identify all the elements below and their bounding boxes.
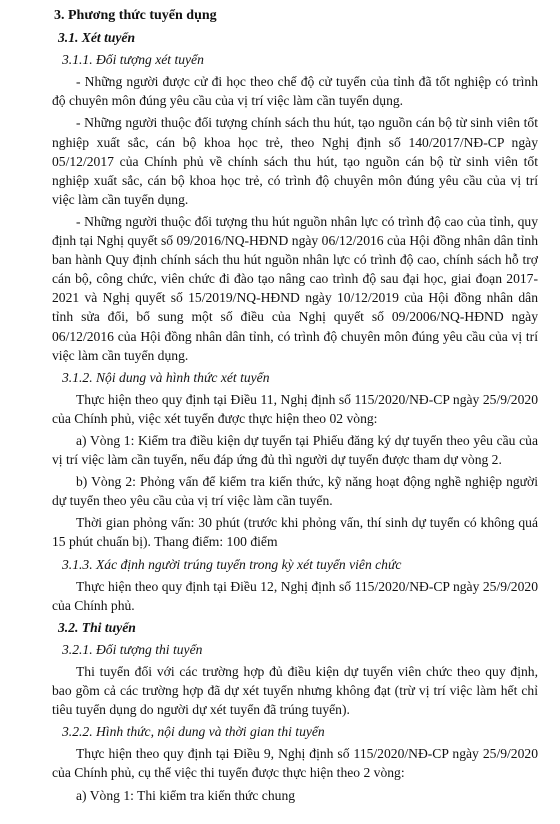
heading-3-1-2: 3.1.2. Nội dung và hình thức xét tuyển (62, 369, 270, 385)
paragraph-6: b) Vòng 2: Phỏng vấn để kiểm tra kiến thức, kỹ năng hoạt động nghề nghiệp người dự tuyển theo yêu cầu của vị trí việc làm cần tuyển. (52, 474, 538, 509)
heading-3-2: 3.2. Thi tuyển (58, 619, 136, 635)
paragraph-3: - Những người thuộc đối tượng thu hút nguồn nhân lực có trình độ cao của tỉnh, quy định tại Nghị quyết số 09/2016/NQ-HĐND ngày 06/12/2016 của Hội đồng nhân dân tỉnh ban hành Quy định chính sách thu hút nguồn nhân lực có trình độ cao, chính sách hỗ trợ cán bộ, công chức, viên chức đi đào tạo nâng cao trình độ sau đại học, giai đoạn 2017-2021 và Nghị quyết số 15/2019/NQ-HĐND ngày 10/12/2019 của Hội đồng nhân dân tỉnh sửa đổi, bổ sung một số điều của Nghị quyết số 09/2006/NQ-HĐND ngày 06/12/2016 của Hội đồng nhân dân tỉnh, có trình độ chuyên môn đúng yêu cầu của vị trí việc làm cần tuyển dụng. (52, 213, 538, 363)
paragraph-4: Thực hiện theo quy định tại Điều 11, Nghị định số 115/2020/NĐ-CP ngày 25/9/2020 của Chính phủ, việc xét tuyển được thực hiện theo 02 vòng: (52, 391, 538, 426)
heading-3-1: 3.1. Xét tuyển (58, 30, 136, 46)
paragraph-11: a) Vòng 1: Thi kiểm tra kiến thức chung (76, 787, 296, 803)
paragraph-5: a) Vòng 1: Kiểm tra điều kiện dự tuyển tại Phiếu đăng ký dự tuyển theo yêu cầu của vị trí việc làm cần tuyển, nếu đáp ứng đủ thì người dự tuyển được tham dự vòng 2. (52, 432, 538, 468)
heading-3-2-1: 3.2.1. Đối tượng thi tuyển (62, 641, 203, 657)
heading-3-1-3: 3.1.3. Xác định người trúng tuyển trong kỳ xét tuyển viên chức (62, 556, 402, 572)
heading-3-2-2: 3.2.2. Hình thức, nội dung và thời gian thi tuyển (62, 724, 325, 740)
paragraph-7: Thời gian phỏng vấn: 30 phút (trước khi phỏng vấn, thí sinh dự tuyển có không quá 15 phút chuẩn bị). Thang điểm: 100 điểm (52, 515, 538, 550)
heading-3-1-1: 3.1.1. Đối tượng xét tuyển (62, 52, 204, 68)
paragraph-2: - Những người thuộc đối tượng chính sách thu hút, tạo nguồn cán bộ từ sinh viên tốt nghiệp xuất sắc, cán bộ khoa học trẻ, theo Nghị định số 140/2017/NĐ-CP ngày 05/12/2017 của Chính phủ về chính sách thu hút, tạo nguồn cán bộ từ sinh viên tốt nghiệp xuất sắc, cán bộ khoa học trẻ, có trình độ chuyên môn đúng yêu cầu của vị trí việc làm cần tuyển dụng. (52, 115, 538, 207)
paragraph-10: Thực hiện theo quy định tại Điều 9, Nghị định số 115/2020/NĐ-CP ngày 25/9/2020 của Chính phủ, cụ thể việc thi tuyển được thực hiện theo 2 vòng: (52, 746, 538, 781)
paragraph-8: Thực hiện theo quy định tại Điều 12, Nghị định số 115/2020/NĐ-CP ngày 25/9/2020 của Chính phủ. (52, 578, 538, 613)
paragraph-1: - Những người được cử đi học theo chế độ cử tuyển của tỉnh đã tốt nghiệp có trình độ chuyên môn đúng yêu cầu của vị trí việc làm cần tuyển dụng. (52, 74, 538, 109)
heading-3: 3. Phương thức tuyển dụng (54, 8, 217, 23)
paragraph-9: Thi tuyển đối với các trường hợp đủ điều kiện dự tuyển viên chức theo quy định, bao gồm cả các trường hợp đã dự xét tuyển nhưng không đạt (trừ vị trí việc làm hết chỉ tiêu tuyển dụng do người dự xét tuyển đã trúng tuyển). (52, 664, 538, 718)
